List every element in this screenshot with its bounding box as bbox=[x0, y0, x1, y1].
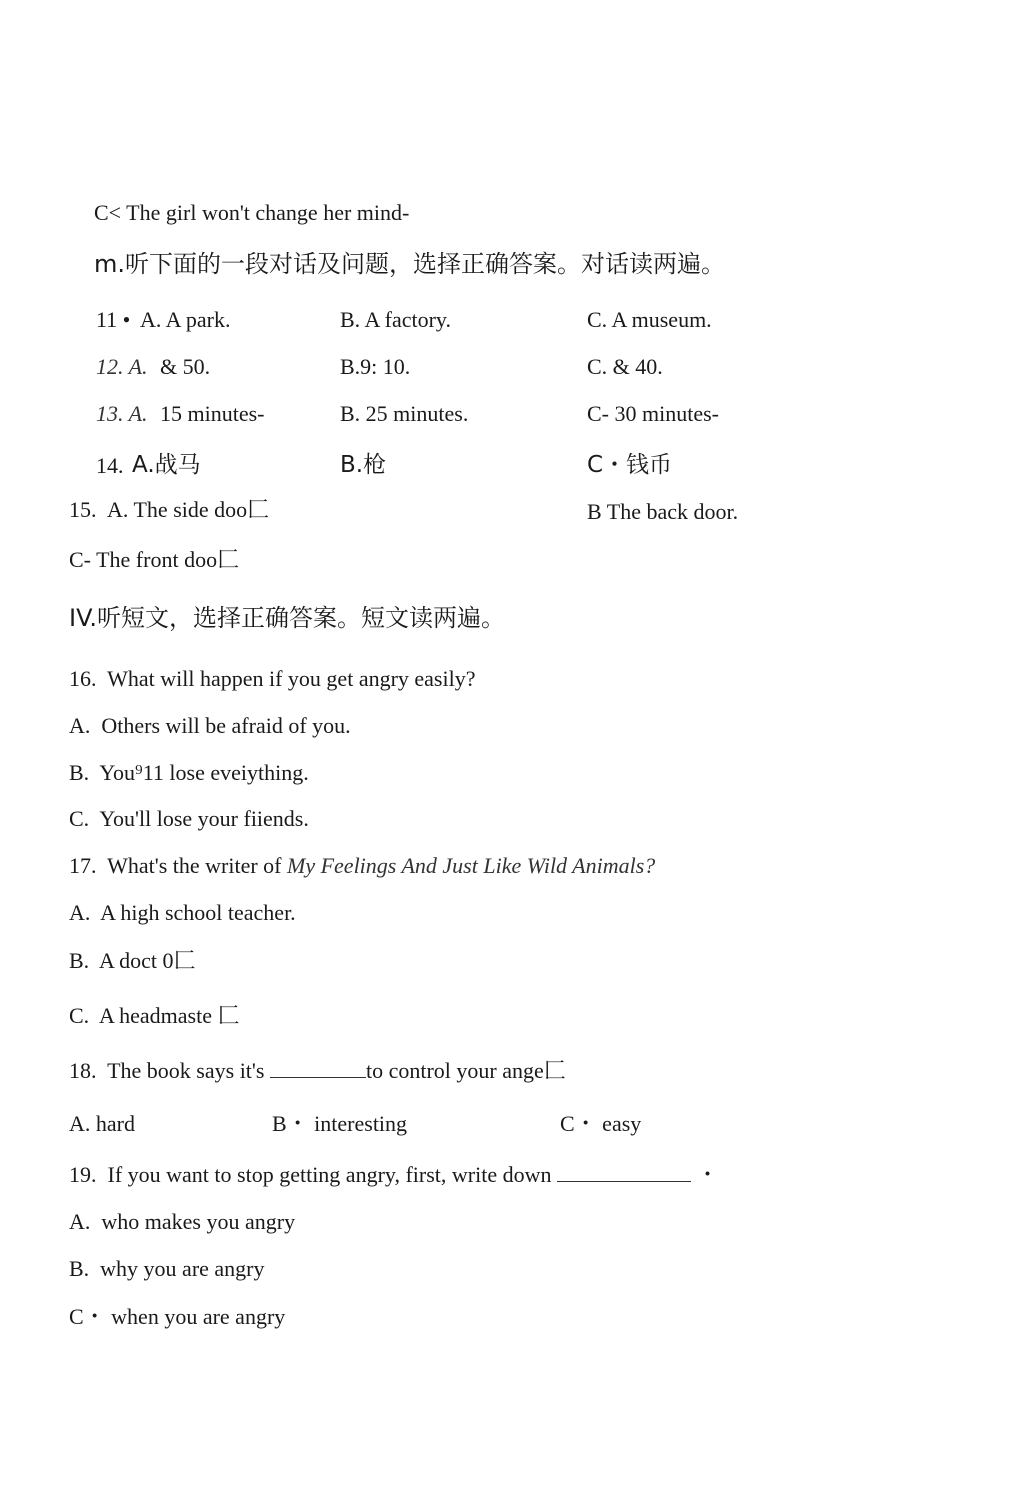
q18-option-a: A. hard bbox=[69, 1111, 135, 1136]
q18-stem-end: to control your ange匚 bbox=[365, 1058, 566, 1083]
q17-option-c: C. A headmaste 匚 bbox=[69, 1003, 240, 1028]
q13-option-a: 15 minutes- bbox=[160, 401, 265, 426]
q13-option-b: B. 25 minutes. bbox=[340, 401, 469, 426]
q16-stem: 16. What will happen if you get angry easily? bbox=[69, 666, 476, 691]
q19-stem-text: 19. If you want to stop getting angry, first, write down bbox=[69, 1162, 557, 1187]
q17-stem-text: 17. What's the writer of bbox=[69, 853, 288, 878]
q12-number: 12. A. bbox=[96, 354, 148, 379]
q14-option-b: B.枪 bbox=[340, 452, 387, 478]
q17-option-a: A. A high school teacher. bbox=[69, 900, 296, 925]
q19-option-c: C・ when you are angry bbox=[69, 1304, 286, 1329]
q15-option-c: C- The front doo匚 bbox=[69, 547, 240, 572]
q17-option-b: B. A doct 0匚 bbox=[69, 948, 196, 973]
q19-option-b: B. why you are angry bbox=[69, 1256, 265, 1281]
q17-stem bbox=[69, 855, 655, 877]
q15-number: 15. bbox=[69, 497, 97, 522]
q11-option-b: B. A factory. bbox=[340, 307, 451, 332]
section-3-heading: m.听下面的一段对话及问题，选择正确答案。对话读两遍。 bbox=[94, 250, 726, 278]
q16-option-b: B. You⁹11 lose eveiything. bbox=[69, 760, 309, 785]
q15-option-b: B The back door. bbox=[587, 499, 739, 524]
q18-stem-start: 18. The book says it's bbox=[69, 1058, 270, 1083]
q11-option-a: A. A park. bbox=[140, 307, 231, 332]
q12-option-b: B.9: 10. bbox=[340, 354, 411, 379]
q11-number: 11 • bbox=[96, 307, 131, 332]
q19-stem-end: ・ bbox=[691, 1162, 719, 1187]
q12-option-a: & 50. bbox=[160, 354, 211, 379]
q17-book-title: My Feelings And Just Like Wild Animals? bbox=[287, 853, 656, 878]
q11-option-c: C. A museum. bbox=[587, 307, 712, 332]
q18-stem bbox=[69, 1059, 566, 1082]
prev-option-c: C< The girl won't change her mind- bbox=[94, 200, 410, 225]
q15-option-a: A. The side doo匚 bbox=[107, 497, 270, 522]
q18-option-b: B・ interesting bbox=[272, 1111, 408, 1136]
q14-number: 14. bbox=[96, 453, 124, 478]
q18-answer-blank[interactable] bbox=[270, 1059, 366, 1078]
q14-option-a: A.战马 bbox=[132, 452, 201, 478]
q12-option-c: C. & 40. bbox=[587, 354, 663, 379]
q19-option-a: A. who makes you angry bbox=[69, 1209, 296, 1234]
q13-option-c: C- 30 minutes- bbox=[587, 401, 719, 426]
q14-option-c: C・钱币 bbox=[587, 452, 673, 478]
q13-number: 13. A. bbox=[96, 401, 148, 426]
q19-answer-blank[interactable] bbox=[557, 1163, 691, 1182]
section-4-heading: IV.听短文，选择正确答案。短文读两遍。 bbox=[69, 604, 506, 632]
q18-option-c: C・ easy bbox=[560, 1111, 642, 1136]
q19-stem bbox=[69, 1163, 719, 1186]
q16-option-c: C. You'll lose your fiiends. bbox=[69, 806, 309, 831]
q16-option-a: A. Others will be afraid of you. bbox=[69, 713, 351, 738]
